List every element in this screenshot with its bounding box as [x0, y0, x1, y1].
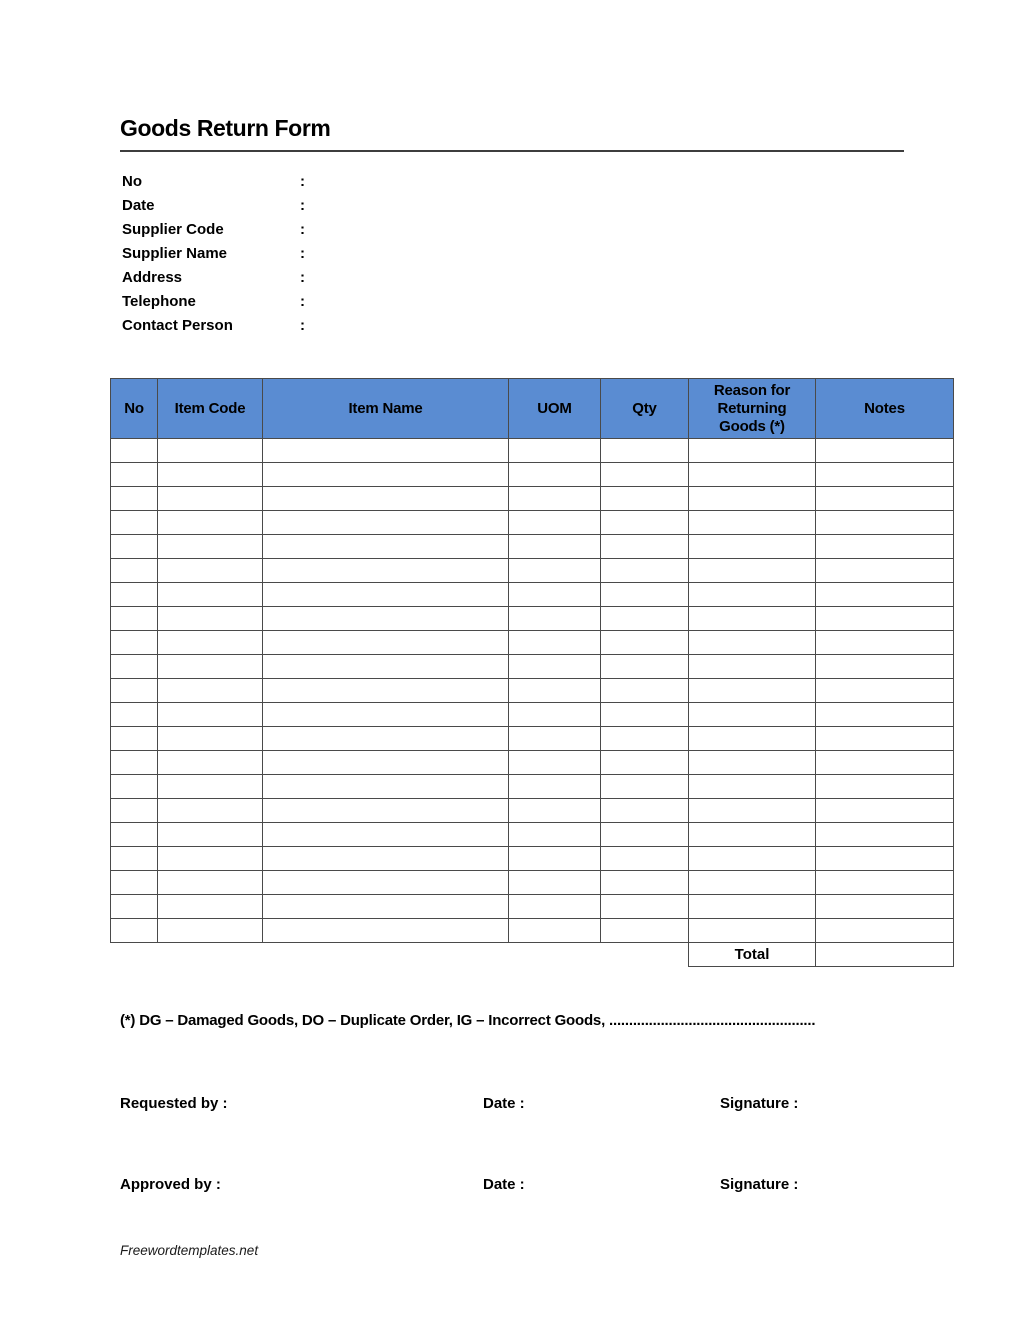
- empty-cell[interactable]: [263, 799, 509, 823]
- empty-cell[interactable]: [111, 751, 158, 775]
- table-row: [111, 559, 954, 583]
- empty-cell[interactable]: [601, 679, 689, 703]
- empty-cell[interactable]: [158, 631, 263, 655]
- empty-cell[interactable]: [263, 535, 509, 559]
- empty-cell[interactable]: [158, 727, 263, 751]
- empty-cell[interactable]: [158, 679, 263, 703]
- page-title: Goods Return Form: [120, 115, 331, 141]
- empty-cell[interactable]: [111, 919, 158, 943]
- empty-cell[interactable]: [601, 535, 689, 559]
- empty-cell[interactable]: [263, 583, 509, 607]
- empty-cell[interactable]: [158, 463, 263, 487]
- requested-date-label: Date :: [483, 1095, 525, 1112]
- table-header-row: [111, 379, 954, 439]
- empty-cell[interactable]: [689, 775, 816, 799]
- empty-cell[interactable]: [601, 871, 689, 895]
- field-colon: :: [300, 316, 305, 334]
- empty-cell[interactable]: [689, 559, 816, 583]
- table-row: [111, 727, 954, 751]
- empty-cell[interactable]: [158, 871, 263, 895]
- empty-cell[interactable]: [158, 919, 263, 943]
- empty-cell[interactable]: [689, 487, 816, 511]
- empty-cell[interactable]: [111, 775, 158, 799]
- empty-cell[interactable]: [601, 511, 689, 535]
- empty-cell[interactable]: [816, 727, 954, 751]
- column-header: UOM: [509, 379, 601, 439]
- empty-cell[interactable]: [601, 895, 689, 919]
- column-header: Item Name: [263, 379, 509, 439]
- empty-cell[interactable]: [111, 559, 158, 583]
- form-field-row: [122, 217, 734, 241]
- total-row-spacer: [111, 943, 689, 967]
- empty-cell[interactable]: [601, 727, 689, 751]
- empty-cell[interactable]: [111, 655, 158, 679]
- empty-cell[interactable]: [689, 703, 816, 727]
- empty-cell[interactable]: [263, 775, 509, 799]
- empty-cell[interactable]: [689, 727, 816, 751]
- field-label: Supplier Name: [122, 244, 228, 262]
- empty-cell[interactable]: [689, 439, 816, 463]
- total-value-cell[interactable]: [816, 943, 954, 967]
- field-label: Date: [122, 196, 155, 214]
- empty-cell[interactable]: [263, 823, 509, 847]
- field-colon: :: [300, 220, 305, 238]
- field-label: Supplier Code: [122, 220, 224, 238]
- empty-cell[interactable]: [509, 679, 601, 703]
- empty-cell[interactable]: [689, 871, 816, 895]
- empty-cell[interactable]: [158, 487, 263, 511]
- empty-cell[interactable]: [816, 559, 954, 583]
- empty-cell[interactable]: [158, 535, 263, 559]
- empty-cell[interactable]: [816, 655, 954, 679]
- empty-cell[interactable]: [689, 511, 816, 535]
- empty-cell[interactable]: [111, 679, 158, 703]
- empty-cell[interactable]: [601, 703, 689, 727]
- empty-cell[interactable]: [601, 655, 689, 679]
- empty-cell[interactable]: [111, 631, 158, 655]
- empty-cell[interactable]: [601, 439, 689, 463]
- empty-cell[interactable]: [509, 871, 601, 895]
- field-value[interactable]: [314, 265, 734, 289]
- empty-cell[interactable]: [816, 751, 954, 775]
- empty-cell[interactable]: [263, 631, 509, 655]
- empty-cell[interactable]: [689, 631, 816, 655]
- field-label: No: [122, 172, 142, 190]
- column-header: Notes: [816, 379, 954, 439]
- approved-by-label: Approved by :: [120, 1176, 221, 1193]
- empty-cell[interactable]: [263, 511, 509, 535]
- table-row: [111, 679, 954, 703]
- empty-cell[interactable]: [509, 655, 601, 679]
- requested-by-row: [120, 1095, 920, 1115]
- column-header: Qty: [601, 379, 689, 439]
- empty-cell[interactable]: [263, 655, 509, 679]
- empty-cell[interactable]: [816, 703, 954, 727]
- field-label: Address: [122, 268, 183, 286]
- field-value[interactable]: [314, 313, 734, 337]
- empty-cell[interactable]: [263, 751, 509, 775]
- table-row: [111, 631, 954, 655]
- approved-by-row: [120, 1176, 920, 1196]
- field-label: Contact Person: [122, 316, 233, 334]
- column-header: No: [111, 379, 158, 439]
- total-label: Total: [689, 943, 816, 967]
- empty-cell[interactable]: [509, 535, 601, 559]
- table-row: [111, 871, 954, 895]
- footer-credit: Freewordtemplates.net: [120, 1243, 259, 1258]
- table-row: [111, 487, 954, 511]
- empty-cell[interactable]: [816, 919, 954, 943]
- field-value[interactable]: [314, 193, 734, 217]
- empty-cell[interactable]: [158, 511, 263, 535]
- empty-cell[interactable]: [816, 439, 954, 463]
- total-row: [111, 943, 954, 967]
- empty-cell[interactable]: [601, 463, 689, 487]
- form-field-row: [122, 265, 734, 289]
- empty-cell[interactable]: [111, 463, 158, 487]
- empty-cell[interactable]: [263, 679, 509, 703]
- empty-cell[interactable]: [263, 463, 509, 487]
- empty-cell[interactable]: [689, 847, 816, 871]
- empty-cell[interactable]: [263, 919, 509, 943]
- table-row: [111, 775, 954, 799]
- table-row: [111, 583, 954, 607]
- empty-cell[interactable]: [816, 823, 954, 847]
- column-header: Item Code: [158, 379, 263, 439]
- empty-cell[interactable]: [111, 895, 158, 919]
- empty-cell[interactable]: [158, 655, 263, 679]
- empty-cell[interactable]: [111, 607, 158, 631]
- empty-cell[interactable]: [816, 799, 954, 823]
- empty-cell[interactable]: [601, 631, 689, 655]
- empty-cell[interactable]: [263, 703, 509, 727]
- empty-cell[interactable]: [509, 847, 601, 871]
- empty-cell[interactable]: [263, 487, 509, 511]
- supplier-info-fields: [122, 169, 734, 337]
- empty-cell[interactable]: [601, 823, 689, 847]
- empty-cell[interactable]: [263, 847, 509, 871]
- form-field-row: [122, 193, 734, 217]
- empty-cell[interactable]: [509, 895, 601, 919]
- empty-cell[interactable]: [111, 703, 158, 727]
- empty-cell[interactable]: [689, 655, 816, 679]
- requested-signature-label: Signature :: [720, 1095, 799, 1112]
- empty-cell[interactable]: [509, 919, 601, 943]
- empty-cell[interactable]: [689, 679, 816, 703]
- reason-codes-footnote: (*) DG – Damaged Goods, DO – Duplicate Order, IG – Incorrect Goods, ....................................................: [120, 1012, 816, 1029]
- empty-cell[interactable]: [509, 439, 601, 463]
- empty-cell[interactable]: [509, 823, 601, 847]
- empty-cell[interactable]: [689, 535, 816, 559]
- empty-cell[interactable]: [263, 559, 509, 583]
- empty-cell[interactable]: [689, 751, 816, 775]
- table-row: [111, 847, 954, 871]
- approved-date-label: Date :: [483, 1176, 525, 1193]
- empty-cell[interactable]: [689, 463, 816, 487]
- empty-cell[interactable]: [111, 439, 158, 463]
- empty-cell[interactable]: [601, 583, 689, 607]
- empty-cell[interactable]: [158, 703, 263, 727]
- empty-cell[interactable]: [816, 607, 954, 631]
- field-colon: :: [300, 244, 305, 262]
- empty-cell[interactable]: [111, 823, 158, 847]
- field-colon: :: [300, 292, 305, 310]
- table-row: [111, 607, 954, 631]
- empty-cell[interactable]: [509, 799, 601, 823]
- empty-cell[interactable]: [509, 775, 601, 799]
- form-field-row: [122, 313, 734, 337]
- empty-cell[interactable]: [111, 847, 158, 871]
- table-row: [111, 751, 954, 775]
- empty-cell[interactable]: [509, 703, 601, 727]
- empty-cell[interactable]: [111, 727, 158, 751]
- empty-cell[interactable]: [816, 871, 954, 895]
- form-field-row: [122, 289, 734, 313]
- field-value[interactable]: [314, 289, 734, 313]
- empty-cell[interactable]: [816, 487, 954, 511]
- empty-cell[interactable]: [111, 871, 158, 895]
- empty-cell[interactable]: [158, 823, 263, 847]
- empty-cell[interactable]: [158, 775, 263, 799]
- empty-cell[interactable]: [816, 583, 954, 607]
- empty-cell[interactable]: [111, 511, 158, 535]
- field-value[interactable]: [314, 217, 734, 241]
- empty-cell[interactable]: [601, 559, 689, 583]
- field-value[interactable]: [314, 169, 734, 193]
- empty-cell[interactable]: [509, 463, 601, 487]
- empty-cell[interactable]: [509, 751, 601, 775]
- table-row: [111, 511, 954, 535]
- empty-cell[interactable]: [816, 895, 954, 919]
- empty-cell[interactable]: [158, 751, 263, 775]
- empty-cell[interactable]: [158, 559, 263, 583]
- empty-cell[interactable]: [689, 607, 816, 631]
- empty-cell[interactable]: [816, 511, 954, 535]
- empty-cell[interactable]: [509, 631, 601, 655]
- empty-cell[interactable]: [601, 847, 689, 871]
- empty-cell[interactable]: [158, 439, 263, 463]
- empty-cell[interactable]: [263, 727, 509, 751]
- empty-cell[interactable]: [816, 679, 954, 703]
- field-colon: :: [300, 172, 305, 190]
- field-label: Telephone: [122, 292, 196, 310]
- empty-cell[interactable]: [689, 583, 816, 607]
- empty-cell[interactable]: [158, 799, 263, 823]
- empty-cell[interactable]: [816, 847, 954, 871]
- table-row: [111, 823, 954, 847]
- empty-cell[interactable]: [158, 847, 263, 871]
- empty-cell[interactable]: [601, 487, 689, 511]
- empty-cell[interactable]: [158, 583, 263, 607]
- form-field-row: [122, 169, 734, 193]
- empty-cell[interactable]: [158, 607, 263, 631]
- table-row: [111, 535, 954, 559]
- table-row: [111, 799, 954, 823]
- empty-cell[interactable]: [601, 919, 689, 943]
- field-colon: :: [300, 196, 305, 214]
- table-row: [111, 919, 954, 943]
- empty-cell[interactable]: [601, 751, 689, 775]
- empty-cell[interactable]: [601, 775, 689, 799]
- empty-cell[interactable]: [816, 535, 954, 559]
- empty-cell[interactable]: [263, 895, 509, 919]
- table-row: [111, 463, 954, 487]
- field-value[interactable]: [314, 241, 734, 265]
- empty-cell[interactable]: [111, 799, 158, 823]
- form-field-row: [122, 241, 734, 265]
- approved-signature-label: Signature :: [720, 1176, 799, 1193]
- empty-cell[interactable]: [509, 511, 601, 535]
- empty-cell[interactable]: [509, 559, 601, 583]
- table-row: [111, 439, 954, 463]
- empty-cell[interactable]: [509, 583, 601, 607]
- empty-cell[interactable]: [689, 823, 816, 847]
- empty-cell[interactable]: [263, 439, 509, 463]
- table-row: [111, 655, 954, 679]
- field-colon: :: [300, 268, 305, 286]
- empty-cell[interactable]: [816, 463, 954, 487]
- empty-cell[interactable]: [689, 919, 816, 943]
- requested-by-label: Requested by :: [120, 1095, 228, 1112]
- empty-cell[interactable]: [816, 775, 954, 799]
- empty-cell[interactable]: [689, 895, 816, 919]
- empty-cell[interactable]: [601, 607, 689, 631]
- empty-cell[interactable]: [111, 487, 158, 511]
- empty-cell[interactable]: [601, 799, 689, 823]
- items-table: [110, 378, 954, 967]
- empty-cell[interactable]: [111, 583, 158, 607]
- empty-cell[interactable]: [689, 799, 816, 823]
- empty-cell[interactable]: [158, 895, 263, 919]
- column-header: Reason for Returning Goods (*): [689, 379, 816, 439]
- empty-cell[interactable]: [509, 727, 601, 751]
- empty-cell[interactable]: [263, 607, 509, 631]
- title-divider: [120, 150, 904, 152]
- empty-cell[interactable]: [509, 607, 601, 631]
- table-row: [111, 703, 954, 727]
- empty-cell[interactable]: [509, 487, 601, 511]
- empty-cell[interactable]: [111, 535, 158, 559]
- empty-cell[interactable]: [816, 631, 954, 655]
- empty-cell[interactable]: [263, 871, 509, 895]
- table-row: [111, 895, 954, 919]
